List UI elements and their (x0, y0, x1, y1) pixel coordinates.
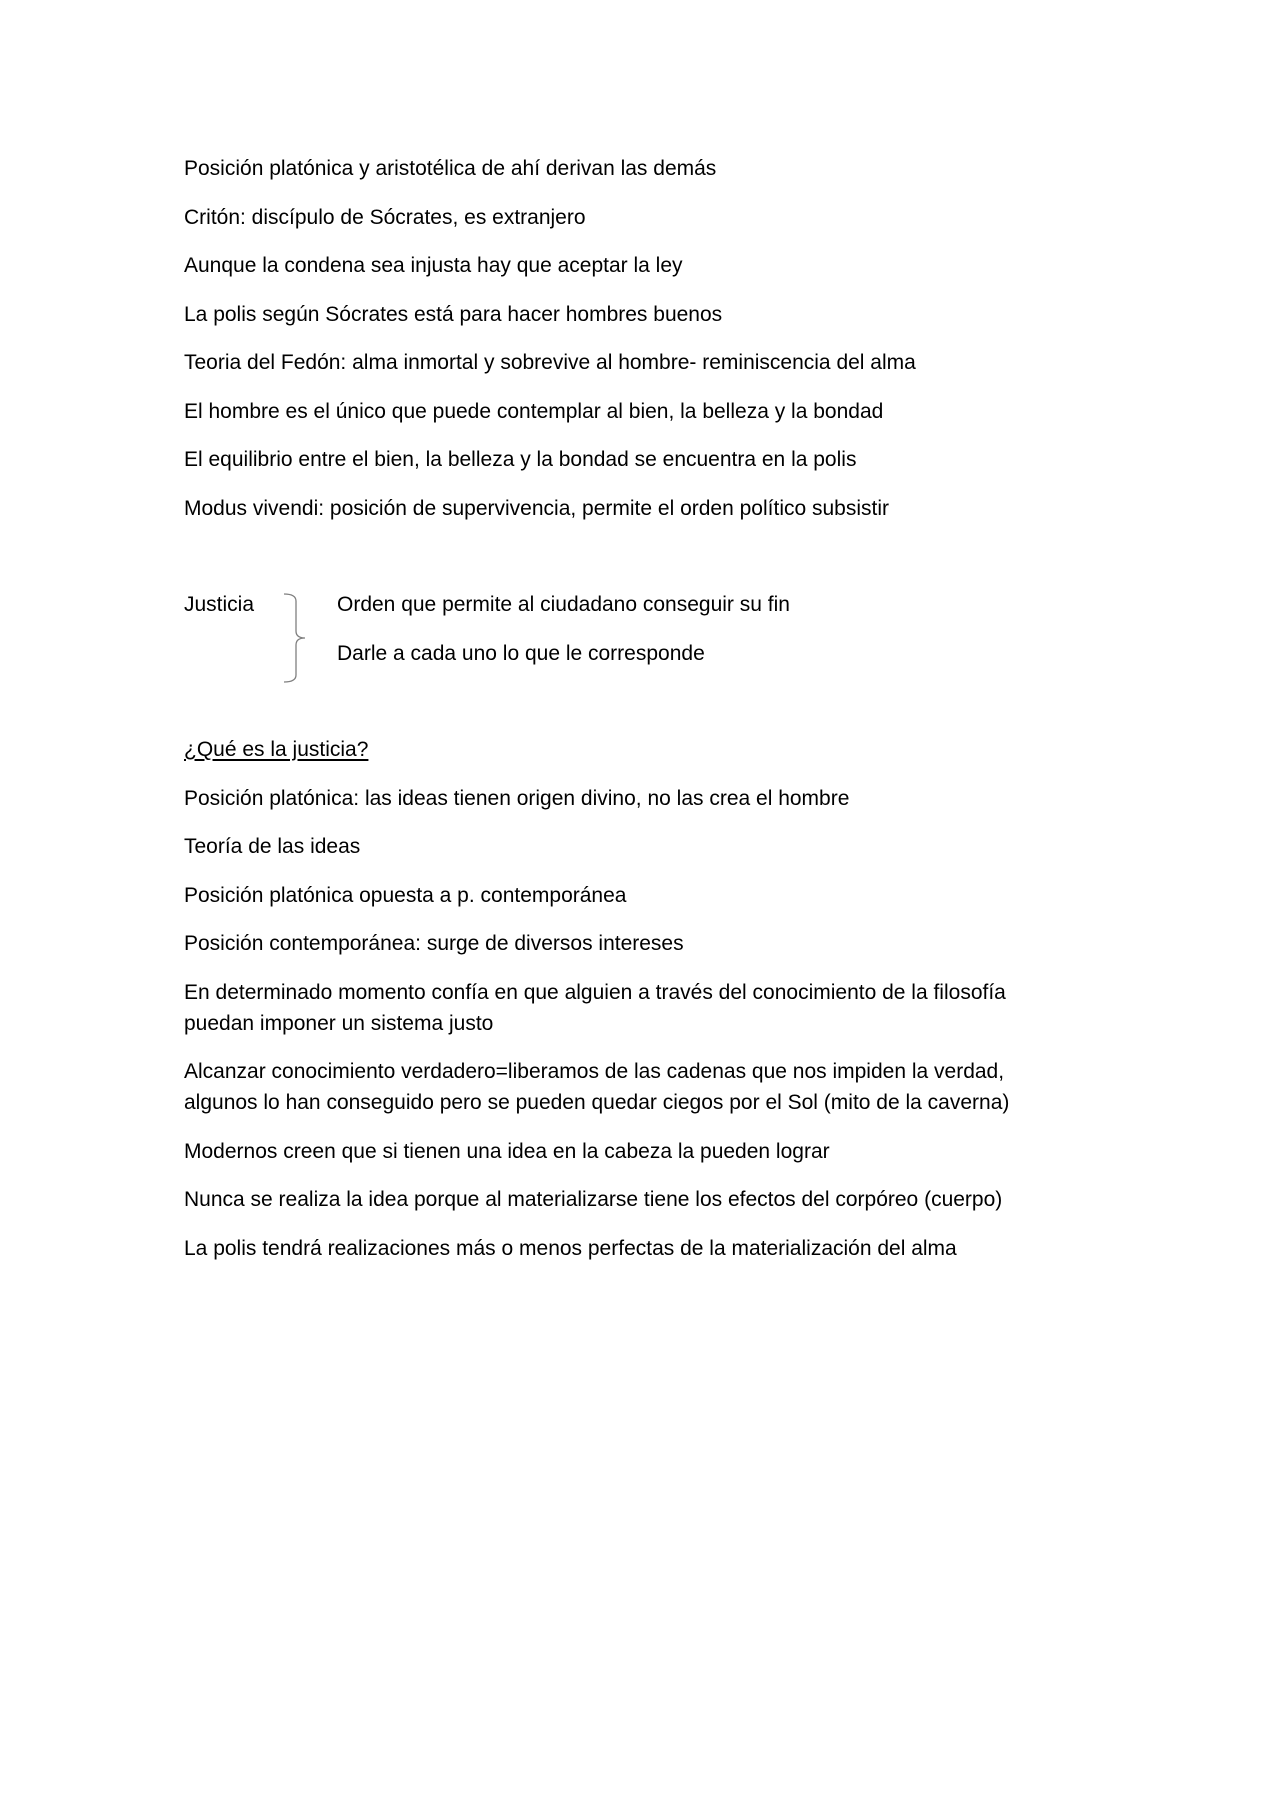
paragraph: La polis tendrá realizaciones más o menos perfectas de la materialización del alma (184, 1236, 957, 1260)
paragraph: Teoria del Fedón: alma inmortal y sobrevive al hombre- reminiscencia del alma (184, 351, 916, 374)
paragraph: Modernos creen que si tienen una idea en la cabeza la pueden lograr (184, 1139, 830, 1163)
right-brace-icon (283, 593, 307, 683)
paragraph: El equilibrio entre el bien, la belleza y la bondad se encuentra en la polis (184, 448, 857, 471)
paragraph: Critón: discípulo de Sócrates, es extranjero (184, 205, 586, 229)
document-body (184, 153, 1064, 1281)
paragraph: Alcanzar conocimiento verdadero=liberamos de las cadenas que nos impiden la verdad, algunos lo han conseguido pero se pueden quedar ciegos por el Sol (mito de la caverna) (184, 1060, 1010, 1114)
justicia-label: Justicia (184, 593, 255, 616)
paragraph: Posición platónica opuesta a p. contemporánea (184, 883, 627, 907)
justicia-definition-item: Orden que permite al ciudadano conseguir su fin (337, 593, 790, 616)
paragraph: Posición platónica: las ideas tienen origen divino, no las crea el hombre (184, 786, 850, 810)
paragraph: La polis según Sócrates está para hacer hombres buenos (184, 302, 723, 326)
justicia-definitions (337, 589, 790, 686)
paragraph: En determinado momento confía en que alguien a través del conocimiento de la filosofía puedan imponer un sistema justo (184, 980, 1006, 1035)
paragraph: Posición platónica y aristotélica de ahí derivan las demás (184, 157, 717, 180)
paragraph: Nunca se realiza la idea porque al materializarse tiene los efectos del corpóreo (cuerpo) (184, 1188, 1003, 1211)
paragraph: Modus vivendi: posición de supervivencia, permite el orden político subsistir (184, 496, 890, 520)
paragraph: El hombre es el único que puede contemplar al bien, la belleza y la bondad (184, 399, 884, 423)
blank-line (184, 686, 1064, 734)
paragraph: Teoría de las ideas (184, 835, 361, 858)
justicia-definition-item: Darle a cada uno lo que le corresponde (337, 641, 705, 665)
paragraph: Aunque la condena sea injusta hay que aceptar la ley (184, 254, 683, 277)
paragraph: Posición contemporánea: surge de diversos intereses (184, 932, 684, 955)
question-heading: ¿Qué es la justicia? (184, 738, 369, 761)
justicia-definition-block (184, 589, 1064, 686)
blank-line (184, 541, 1064, 589)
